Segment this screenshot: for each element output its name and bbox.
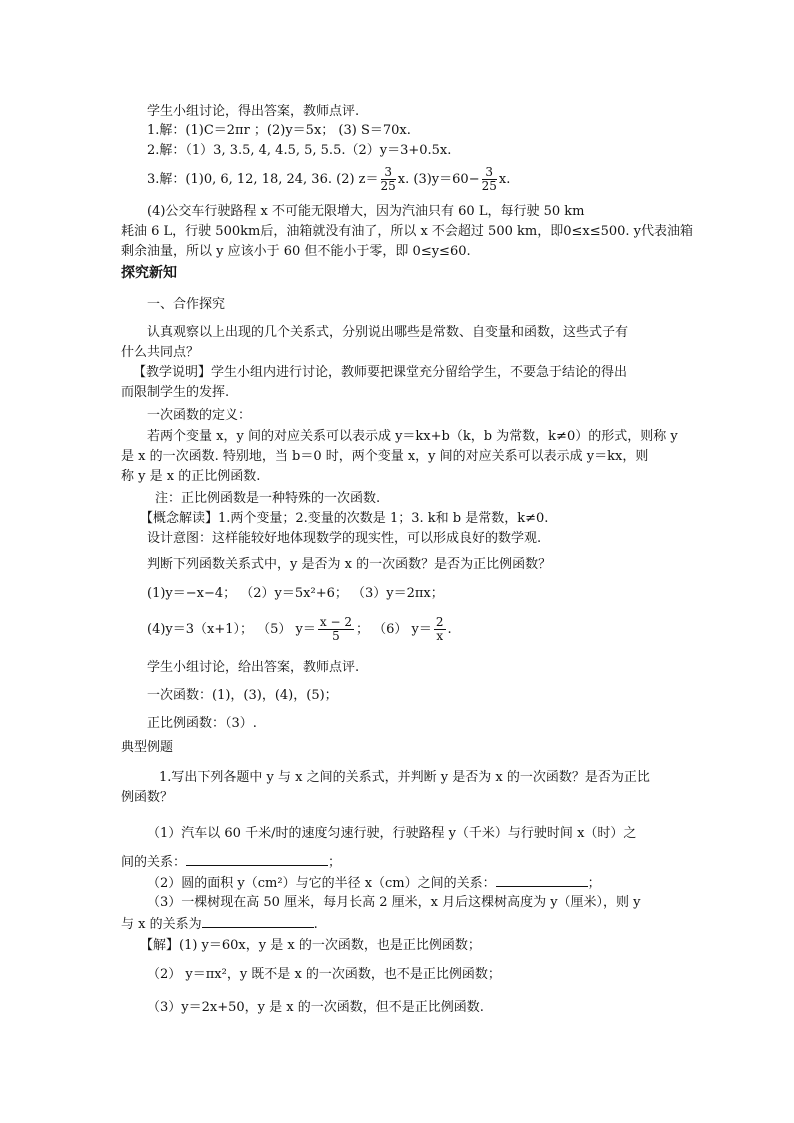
fraction [381,166,396,193]
fraction-denominator: 25 [481,179,497,193]
definition-text: 若两个变量 x，y 间的对应关系可以表示成 y＝kx+b（k，b 为常数，k≠0）的形式，则称 y [147,429,678,444]
text-line: 学生小组讨论，给出答案，教师点评. [147,660,360,675]
subheading: 一、合作探究 [147,297,226,312]
teaching-note: 【教学说明】学生小组内进行讨论，教师要把课堂充分留给学生，不要急于结论的得出 [133,365,628,380]
punctuation: . [313,917,318,932]
answer-3-part-b: x. (3)y＝60− [397,172,480,187]
solution-line: 【解】(1) y＝60x，y 是 x 的一次函数，也是正比例函数； [140,938,481,953]
answer-1: 1.解：(1)C＝2πr ；(2)y＝5x； (3) S＝70x. [147,123,411,138]
note: 注：正比例函数是一种特殊的一次函数. [155,491,381,506]
example-item [121,915,318,933]
answer-proportional: 正比例函数：（3）. [147,716,257,731]
answer-blank[interactable] [496,874,588,887]
solution-line: （3）y＝2x+50，y 是 x 的一次函数，但不是正比例函数. [147,1000,484,1015]
example-item: （3）一棵树现在高 50 厘米，每月长高 2 厘米，x 月后这棵树高度为 y（厘米），则 y [147,895,641,910]
text-line: 耗油 6 L，行驶 500km后，油箱就没有油了，所以 x 不会超过 500 km，即0≤x≤500. y代表油箱 [121,224,694,239]
exercise-prompt: 判断下列函数关系式中，y 是否为 x 的一次函数？是否为正比例函数？ [147,557,552,572]
section-heading: 典型例题 [121,740,174,755]
fraction [318,616,354,643]
exercise-part-a: (4)y＝3（x+1）； （5） y＝ [147,622,316,637]
answer-3-part-c: x. [498,172,511,187]
fraction-numerator: x − 2 [319,615,352,629]
example-item [147,874,601,892]
answer-blank[interactable] [186,853,328,866]
example-item-text: 间的关系： [121,855,187,870]
answer-3-part-a: 3.解：(1)0, 6, 12, 18, 24, 36. (2) z＝ [147,172,379,187]
definition-text: 称 y 是 x 的正比例函数. [121,469,261,484]
example-item: （1）汽车以 60 千米/时的速度匀速行驶，行驶路程 y（千米）与行驶时间 x（时）之 [147,826,637,841]
exercise-part-b: ； （6） y＝ [356,622,432,637]
exercise-part-c: . [447,622,452,637]
solution-line: （2） y＝πx²，y 既不是 x 的一次函数，也不是正比例函数； [147,967,501,982]
answer-linear: 一次函数：(1)，(3)，(4)，(5)； [147,688,338,703]
exercise-items: (1)y＝−x−4； （2）y＝5x²+6； （3）y＝2πx； [147,586,444,601]
definition-text: 是 x 的一次函数. 特别地，当 b＝0 时，两个变量 x，y 间的对应关系可以表示成 y＝kx，则 [121,449,649,464]
text-line: 而限制学生的发挥. [121,385,230,400]
fraction-denominator: x [436,629,444,643]
fraction-numerator: 2 [435,615,444,629]
definition-title: 一次函数的定义： [147,408,252,423]
example-item-text: （2）圆的面积 y（cm²）与它的半径 x（cm）之间的关系： [147,876,496,891]
fraction-numerator: 3 [482,166,497,180]
fraction-numerator: 3 [381,166,396,180]
punctuation: ； [587,876,601,891]
punctuation: ； [328,855,342,870]
fraction-denominator: 25 [380,179,396,193]
design-intent: 设计意图：这样能较好地体现数学的现实性，可以形成良好的数学观. [147,531,542,546]
fraction-denominator: 5 [332,629,340,643]
example-item-text: 与 x 的关系为 [121,917,202,932]
example-prompt: 1.写出下列各题中 y 与 x 之间的关系式，并判断 y 是否为 x 的一次函数？是否为正比 [159,770,650,785]
section-heading: 探究新知 [121,265,177,281]
exercise-items [147,616,452,646]
example-prompt: 例函数？ [121,790,174,805]
text-line: (4)公交车行驶路程 x 不可能无限增大，因为汽油只有 60 L，每行驶 50 km [147,204,585,219]
answer-2: 2.解：（1）3, 3.5, 4, 4.5, 5, 5.5.（2）y＝3+0.5x. [147,143,452,158]
example-item [121,853,341,871]
answer-3 [147,166,510,196]
text-line: 认真观察以上出现的几个关系式，分别说出哪些是常数、自变量和函数，这些式子有 [147,325,629,340]
text-line: 学生小组讨论，得出答案，教师点评. [147,104,360,119]
fraction [434,616,446,643]
concept-reading: 【概念解读】1.两个变量；2.变量的次数是 1；3. k和 b 是常数，k≠0. [140,511,549,526]
answer-blank[interactable] [202,915,314,928]
fraction [482,166,497,193]
text-line: 什么共同点？ [121,345,200,360]
text-line: 剩余油量，所以 y 应该小于 60 但不能小于零，即 0≤y≤60. [121,244,471,259]
